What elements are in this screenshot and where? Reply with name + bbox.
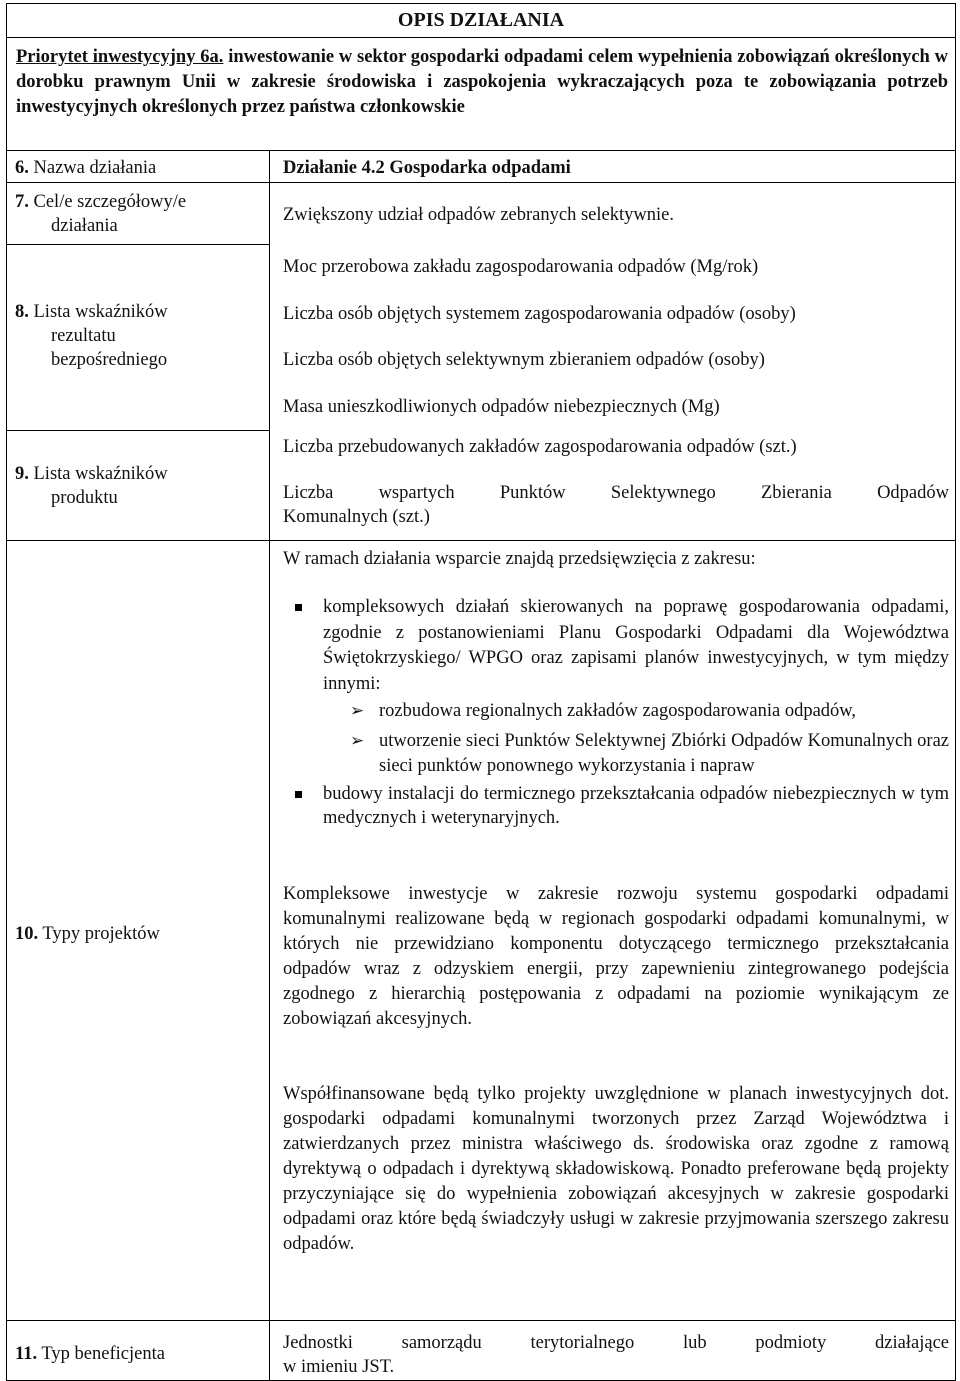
bullet-item-1 [283, 595, 949, 697]
arrowhead-bullet-icon: ➢ [350, 731, 365, 751]
row-8-label [15, 300, 265, 372]
rule-after-priority [7, 150, 955, 151]
bullet-item-2 [283, 782, 949, 830]
column-divider [269, 150, 270, 1380]
row-9-label-line1: Lista wskaźników [33, 464, 168, 484]
bullet-item-2-text: budowy instalacji do termicznego przekształcania odpadów niebezpiecznych w tym medycznych i weterynaryjnych. [323, 784, 949, 828]
rule-after-product [7, 540, 955, 541]
row-7-number: 7. [15, 192, 29, 212]
types-bullets [283, 595, 949, 830]
row-11-label-text: Typ beneficjenta [41, 1344, 165, 1364]
sub-item-1 [283, 699, 949, 723]
row-10-label-text: Typy projektów [42, 924, 160, 944]
rule-after-types [7, 1320, 955, 1321]
rule-after-goal [7, 244, 269, 245]
row-9-number: 9. [15, 464, 29, 484]
row-6-label-text: Nazwa działania [33, 158, 157, 178]
row-11-number: 11. [15, 1344, 38, 1364]
types-paragraph-2: Współfinansowane będą tylko projekty uwzględnione w planach inwestycyjnych dot. gospodarki odpadami komunalnymi tworzonych przez Zarząd Województwa i zatwierdzanych przez ministra właściwego ds. środowiska oraz zgodne z ramową dyrektywą o odpadach i dyrektywą składowiskową. Ponadto preferowane będą projekty przyczyniające się do wypełnienia zobowiązań akcesyjnych w zakresie gospodarki odpadami oraz które będą świadczyły usługi w zakresie przyjmowania szerszego zakresu odpadów. [283, 1084, 949, 1254]
row-8-label-line3: bezpośredniego [51, 350, 168, 370]
row-9-label-line2: produktu [51, 488, 118, 508]
product-indicator-2-line1: Liczba wspartych Punktów Selektywnego Zbierania Odpadów [283, 483, 949, 503]
priority-block [16, 45, 948, 120]
result-indicator-3: Liczba osób objętych selektywnym zbieraniem odpadów (osoby) [283, 350, 765, 370]
sub-item-2-text: utworzenie sieci Punktów Selektywnej Zbiórki Odpadów Komunalnych oraz sieci punktów ponownego wykorzystania i napraw [379, 731, 949, 776]
page-title: OPIS DZIAŁANIA [397, 9, 565, 31]
rule-after-name [7, 182, 955, 183]
row-9-label [15, 462, 265, 510]
row-7-label [15, 190, 265, 238]
product-indicator-2-line2: Komunalnych (szt.) [283, 507, 430, 527]
rule-after-title [7, 37, 955, 38]
specific-goal: Zwiększony udział odpadów zebranych selektywnie. [283, 205, 674, 225]
product-indicator-2 [283, 481, 949, 529]
bullet-item-1-text: kompleksowych działań skierowanych na poprawę gospodarowania odpadami, zgodnie z postanowieniami Planu Gospodarki Odpadami dla Województwa Świętokrzyskiego/ WPGO oraz zapisami planów inwestycyjnych, w tym między innymi: [323, 597, 949, 694]
beneficiary-line2: w imieniu JST. [283, 1357, 395, 1377]
result-indicator-1: Moc przerobowa zakładu zagospodarowania odpadów (Mg/rok) [283, 257, 759, 277]
arrowhead-bullet-icon: ➢ [350, 701, 365, 721]
row-8-label-line1: Lista wskaźników [33, 302, 168, 322]
priority-text: inwestowanie w sektor gospodarki odpadami celem wypełnienia zobowiązań określonych w dorobku prawnym Unii w zakresie środowiska i zaspokojenia wykraczających poza te zobowiązania potrzeb inwestycyjnych określonych przez państwa członkowskie [16, 47, 948, 117]
row-7-label-line1: Cel/e szczegółowy/e [33, 192, 187, 212]
types-paragraph-1: Kompleksowe inwestycje w zakresie rozwoju systemu gospodarki odpadami komunalnymi realizowane będą w regionach gospodarki odpadami komunalnymi, w których nie przewidziano komponentu dotyczącego termicznego przekształcania odpadów wraz z odzyskiem energii, przy zapewnieniu zintegrowanego podejścia zgodnego z hierarchią postępowania z odpadami na poziomie wynikającym ze zobowiązań akcesyjnych. [283, 884, 949, 1029]
row-6-label [15, 156, 265, 180]
priority-label: Priorytet inwestycyjny 6a. [16, 47, 224, 67]
sub-item-2 [283, 729, 949, 779]
square-bullet-icon [295, 791, 302, 798]
row-8-number: 8. [15, 302, 29, 322]
beneficiary-type [283, 1331, 949, 1379]
sub-item-1-text: rozbudowa regionalnych zakładów zagospodarowania odpadów, [379, 701, 857, 721]
beneficiary-line1: Jednostki samorządu terytorialnego lub podmioty działające [283, 1333, 949, 1353]
row-7-label-line2: działania [51, 216, 118, 236]
result-indicator-4: Masa unieszkodliwionych odpadów niebezpiecznych (Mg) [283, 397, 720, 417]
types-intro: W ramach działania wsparcie znajdą przedsięwzięcia z zakresu: [283, 549, 756, 569]
document-table [6, 3, 956, 1381]
row-8-label-line2: rezultatu [51, 326, 116, 346]
row-10-number: 10. [15, 924, 39, 944]
product-indicator-1: Liczba przebudowanych zakładów zagospodarowania odpadów (szt.) [283, 437, 797, 457]
row-6-number: 6. [15, 158, 29, 178]
result-indicator-2: Liczba osób objętych systemem zagospodarowania odpadów (osoby) [283, 304, 796, 324]
square-bullet-icon [295, 604, 302, 611]
row-10-label [15, 922, 265, 946]
rule-after-result [7, 430, 269, 431]
action-name: Działanie 4.2 Gospodarka odpadami [283, 158, 571, 178]
row-11-label [15, 1342, 265, 1366]
